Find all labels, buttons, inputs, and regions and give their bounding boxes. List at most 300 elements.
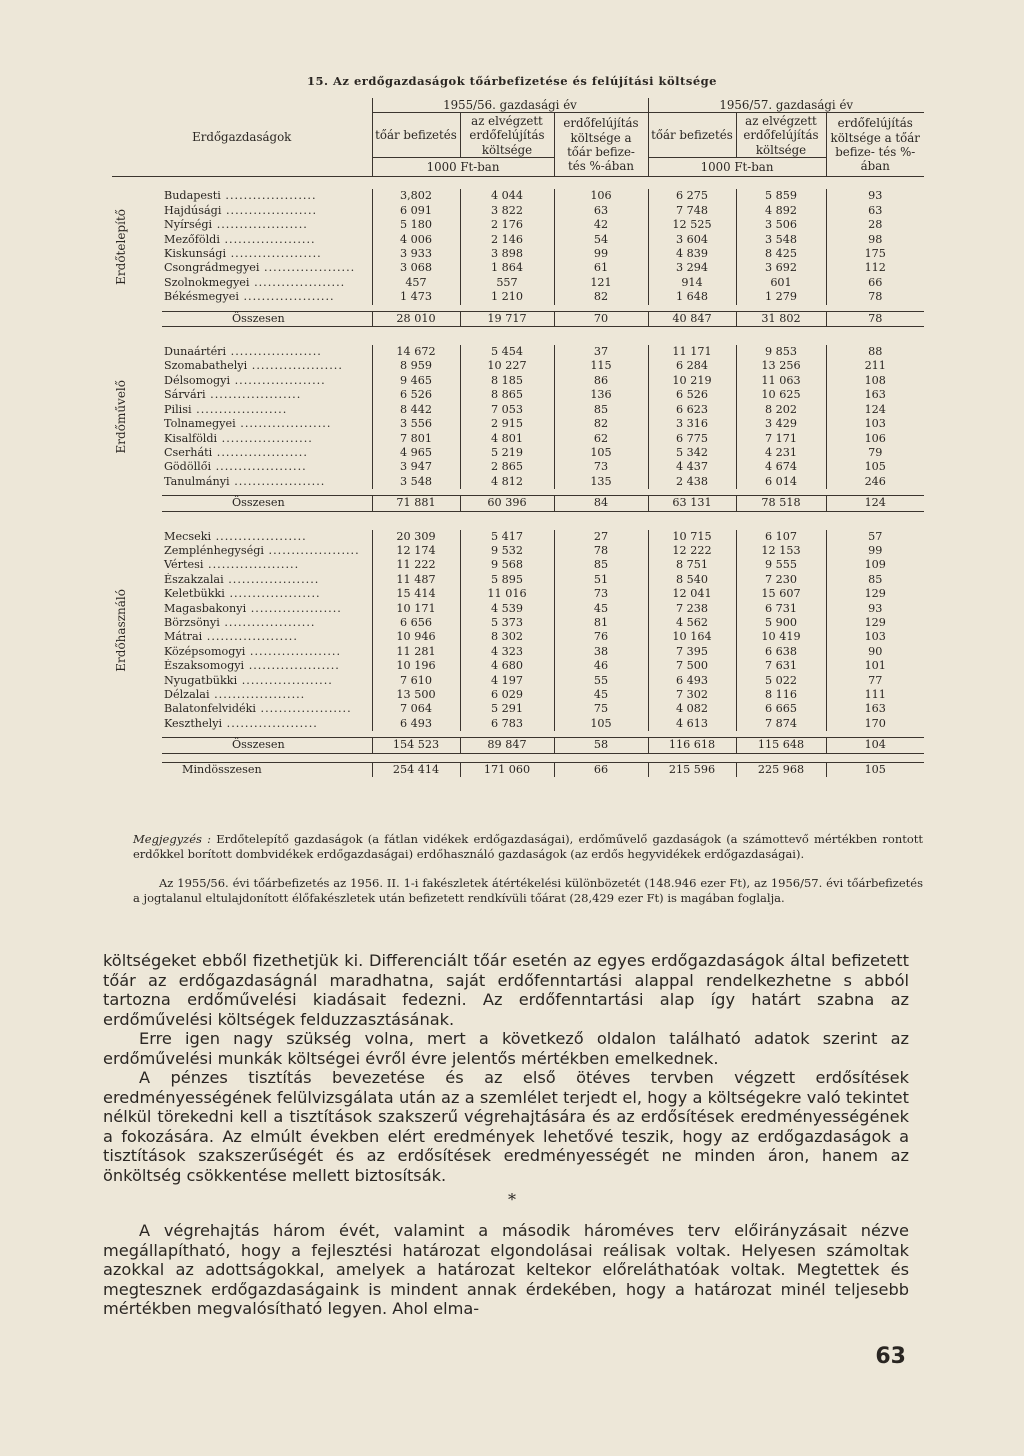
table-row bbox=[112, 616, 924, 630]
value-cell: 7 238 bbox=[648, 602, 736, 616]
value-cell: 45 bbox=[554, 602, 648, 616]
row-name bbox=[162, 616, 372, 630]
value-cell: 106 bbox=[826, 432, 924, 446]
group-label bbox=[112, 189, 162, 304]
value-cell: 557 bbox=[460, 276, 554, 290]
row-name-text: Magasbakonyi bbox=[164, 601, 247, 615]
leader-dots: .................... bbox=[212, 445, 308, 459]
section-separator: * bbox=[508, 1190, 516, 1209]
leader-dots: .................... bbox=[222, 716, 318, 730]
leader-dots: .................... bbox=[217, 431, 313, 445]
value-cell: 27 bbox=[554, 530, 648, 544]
col-toar-1: tőár befizetés bbox=[372, 113, 460, 158]
spacer bbox=[112, 511, 924, 530]
row-name-text: Keletbükki bbox=[164, 587, 225, 601]
value-cell: 4 562 bbox=[648, 616, 736, 630]
leader-dots: .................... bbox=[226, 247, 322, 261]
leader-dots: .................... bbox=[220, 189, 317, 203]
value-cell: 106 bbox=[554, 189, 648, 203]
unit-1: 1000 Ft-ban bbox=[372, 158, 554, 177]
table-row bbox=[112, 261, 924, 275]
value-cell: 111 bbox=[826, 688, 924, 702]
value-cell: 6 107 bbox=[736, 530, 826, 544]
value-cell: 82 bbox=[554, 290, 648, 304]
empty bbox=[112, 496, 162, 511]
value-cell: 14 672 bbox=[372, 345, 460, 359]
row-name-text: Kisalföldi bbox=[164, 431, 218, 445]
col-pct-1: erdőfelújítás költsége a tőár befize- tés %-ában bbox=[554, 113, 648, 177]
leader-dots: .................... bbox=[229, 474, 326, 488]
row-name-text: Hajdúsági bbox=[164, 203, 222, 217]
leader-dots: .................... bbox=[247, 359, 343, 373]
value-cell: 66 bbox=[826, 276, 924, 290]
value-cell: 19 717 bbox=[460, 311, 554, 326]
col-elvegzett-2: az elvégzett erdőfelújítás költsége bbox=[736, 113, 826, 158]
value-cell: 4 801 bbox=[460, 432, 554, 446]
value-cell: 7 610 bbox=[372, 674, 460, 688]
row-name bbox=[162, 645, 372, 659]
subtotal-label: Összesen bbox=[162, 738, 372, 753]
subtotal-label: Összesen bbox=[162, 311, 372, 326]
row-name bbox=[162, 674, 372, 688]
paragraph-4: A végrehajtás három évét, valamint a második hároméves terv előirányzásait nézve megállapítható, hogy a fejlesztési határozat elgondolásai reálisak voltak. Helyesen számoltak azokkal az adottságokkal, amelyek a határozat keltekor előreláthatóak voltak. Megtettek és megtesznek erdőgazdaságaink is mindent annak érdekében, hogy a határozat minél teljesebb mértékben megvalósítható legyen. Ahol elma- bbox=[103, 1221, 909, 1319]
value-cell: 46 bbox=[554, 659, 648, 673]
note-1 bbox=[133, 832, 923, 861]
row-name bbox=[162, 189, 372, 203]
row-name-text: Börzsönyi bbox=[164, 615, 220, 629]
row-name bbox=[162, 261, 372, 275]
value-cell: 6 665 bbox=[736, 702, 826, 716]
data-table bbox=[112, 98, 924, 777]
row-name-text: Mezőföldi bbox=[164, 232, 220, 246]
value-cell: 6 623 bbox=[648, 403, 736, 417]
leader-dots: .................... bbox=[205, 388, 302, 402]
value-cell: 37 bbox=[554, 345, 648, 359]
value-cell: 163 bbox=[826, 388, 924, 402]
value-cell: 78 bbox=[826, 311, 924, 326]
value-cell: 6 014 bbox=[736, 475, 826, 489]
value-cell: 10 715 bbox=[648, 530, 736, 544]
value-cell: 3 548 bbox=[372, 475, 460, 489]
value-cell: 3 556 bbox=[372, 417, 460, 431]
value-cell: 79 bbox=[826, 446, 924, 460]
paragraph-3: A pénzes tisztítás bevezetése és az első ötéves tervben végzett erdősítések eredményességének felülvizsgálata után az a szemlélet terjedt el, hogy a költségekre való tekintet nélkül törekedni kell a tisztítások szakszerű végrehajtására és az erdősítések eredményességének a fokozására. Az elmúlt években elért eredmények lehetővé teszik, hogy az erdőgazdaságok a tisztítások szakszerűségét és az erdősítések eredményességét ne minden áron, hanem az önköltség csökkentése mellett biztosítsák. bbox=[103, 1068, 909, 1185]
value-cell: 7 500 bbox=[648, 659, 736, 673]
table-row bbox=[112, 688, 924, 702]
value-cell: 78 518 bbox=[736, 496, 826, 511]
value-cell: 8 751 bbox=[648, 558, 736, 572]
row-name bbox=[162, 345, 372, 359]
spacer bbox=[112, 753, 924, 762]
empty bbox=[112, 311, 162, 326]
row-name-text: Szolnokmegyei bbox=[164, 275, 250, 289]
value-cell: 55 bbox=[554, 674, 648, 688]
value-cell: 88 bbox=[826, 345, 924, 359]
value-cell: 10 164 bbox=[648, 630, 736, 644]
value-cell: 8 425 bbox=[736, 247, 826, 261]
value-cell: 8 442 bbox=[372, 403, 460, 417]
table-row bbox=[112, 417, 924, 431]
value-cell: 6 493 bbox=[648, 674, 736, 688]
value-cell: 15 607 bbox=[736, 587, 826, 601]
value-cell: 9 465 bbox=[372, 374, 460, 388]
leader-dots: .................... bbox=[209, 688, 306, 701]
value-cell: 62 bbox=[554, 432, 648, 446]
value-cell: 10 946 bbox=[372, 630, 460, 644]
row-header: Erdőgazdaságok bbox=[112, 98, 372, 177]
value-cell: 11 171 bbox=[648, 345, 736, 359]
row-name bbox=[162, 659, 372, 673]
value-cell: 3 692 bbox=[736, 261, 826, 275]
group-label bbox=[112, 530, 162, 732]
value-cell: 78 bbox=[826, 290, 924, 304]
row-name bbox=[162, 544, 372, 558]
value-cell: 8 865 bbox=[460, 388, 554, 402]
year2-header: 1956/57. gazdasági év bbox=[648, 98, 924, 113]
row-name-text: Sárvári bbox=[164, 388, 206, 402]
note-1-text: Erdőtelepítő gazdaságok (a fátlan vidékek erdőgazdaságai), erdőművelő gazdaságok (a számottevő mértékben rontott erdőkkel borított dombvidékek erdőgazdaságai) erdőhasználó gazdaságok (az erdős hegyvidékek erdőgazdaságai). bbox=[133, 832, 924, 861]
value-cell: 7 874 bbox=[736, 717, 826, 731]
leader-dots: .................... bbox=[212, 218, 308, 232]
value-cell: 6 783 bbox=[460, 717, 554, 731]
value-cell: 84 bbox=[554, 496, 648, 511]
value-cell: 8 302 bbox=[460, 630, 554, 644]
value-cell: 63 bbox=[554, 204, 648, 218]
value-cell: 170 bbox=[826, 717, 924, 731]
table-row bbox=[112, 432, 924, 446]
leader-dots: .................... bbox=[221, 203, 318, 217]
value-cell: 108 bbox=[826, 374, 924, 388]
table-row bbox=[112, 460, 924, 474]
subtotal-label: Összesen bbox=[162, 496, 372, 511]
leader-dots: .................... bbox=[203, 558, 300, 572]
row-name-text: Nyírségi bbox=[164, 218, 213, 232]
table-row bbox=[112, 374, 924, 388]
row-name bbox=[162, 290, 372, 304]
row-name-text: Pilisi bbox=[164, 402, 192, 416]
col-toar-2: tőár befizetés bbox=[648, 113, 736, 158]
value-cell: 4 892 bbox=[736, 204, 826, 218]
value-cell: 81 bbox=[554, 616, 648, 630]
value-cell: 163 bbox=[826, 702, 924, 716]
value-cell: 8 959 bbox=[372, 359, 460, 373]
leader-dots: .................... bbox=[230, 373, 326, 387]
value-cell: 11 063 bbox=[736, 374, 826, 388]
leader-dots: .................... bbox=[244, 659, 340, 673]
value-cell: 63 131 bbox=[648, 496, 736, 511]
value-cell: 75 bbox=[554, 702, 648, 716]
row-name-text: Gödöllői bbox=[164, 460, 212, 474]
value-cell: 5 219 bbox=[460, 446, 554, 460]
value-cell: 1 210 bbox=[460, 290, 554, 304]
value-cell: 70 bbox=[554, 311, 648, 326]
value-cell: 601 bbox=[736, 276, 826, 290]
value-cell: 2 146 bbox=[460, 233, 554, 247]
row-name bbox=[162, 403, 372, 417]
row-name bbox=[162, 717, 372, 731]
leader-dots: .................... bbox=[219, 232, 316, 246]
row-name-text: Budapesti bbox=[164, 189, 221, 203]
table-row bbox=[112, 587, 924, 601]
value-cell: 45 bbox=[554, 688, 648, 702]
grand-total-label: Mindösszesen bbox=[162, 762, 372, 777]
value-cell: 66 bbox=[554, 762, 648, 777]
value-cell: 2 176 bbox=[460, 218, 554, 232]
value-cell: 3 506 bbox=[736, 218, 826, 232]
value-cell: 124 bbox=[826, 496, 924, 511]
value-cell: 6 526 bbox=[648, 388, 736, 402]
row-name-text: Zemplénhegységi bbox=[164, 543, 264, 557]
table-title: 15. Az erdőgazdaságok tőárbefizetése és felújítási költsége bbox=[306, 74, 717, 88]
value-cell: 20 309 bbox=[372, 530, 460, 544]
row-name-text: Északsomogyi bbox=[164, 659, 245, 673]
value-cell: 104 bbox=[826, 738, 924, 753]
table-row bbox=[112, 530, 924, 544]
value-cell: 51 bbox=[554, 573, 648, 587]
leader-dots: .................... bbox=[249, 275, 346, 289]
row-name-text: Mátrai bbox=[164, 630, 203, 644]
value-cell: 129 bbox=[826, 587, 924, 601]
value-cell: 1 864 bbox=[460, 261, 554, 275]
table-row bbox=[112, 359, 924, 373]
leader-dots: .................... bbox=[246, 601, 342, 615]
empty bbox=[112, 738, 162, 753]
value-cell: 1 279 bbox=[736, 290, 826, 304]
value-cell: 99 bbox=[826, 544, 924, 558]
value-cell: 457 bbox=[372, 276, 460, 290]
row-name bbox=[162, 218, 372, 232]
value-cell: 135 bbox=[554, 475, 648, 489]
value-cell: 12 041 bbox=[648, 587, 736, 601]
row-name-text: Szomabathelyi bbox=[164, 359, 248, 373]
value-cell: 9 853 bbox=[736, 345, 826, 359]
row-name-text: Délzalai bbox=[164, 688, 210, 701]
table-row bbox=[112, 276, 924, 290]
subtotal-row bbox=[112, 311, 924, 326]
table-row bbox=[112, 659, 924, 673]
value-cell: 13 500 bbox=[372, 688, 460, 702]
leader-dots: .................... bbox=[245, 644, 342, 658]
value-cell: 2 438 bbox=[648, 475, 736, 489]
table-row bbox=[112, 630, 924, 644]
value-cell: 101 bbox=[826, 659, 924, 673]
value-cell: 6 029 bbox=[460, 688, 554, 702]
value-cell: 98 bbox=[826, 233, 924, 247]
table-row bbox=[112, 189, 924, 203]
value-cell: 11 487 bbox=[372, 573, 460, 587]
value-cell: 6 284 bbox=[648, 359, 736, 373]
value-cell: 13 256 bbox=[736, 359, 826, 373]
value-cell: 115 648 bbox=[736, 738, 826, 753]
value-cell: 57 bbox=[826, 530, 924, 544]
value-cell: 28 bbox=[826, 218, 924, 232]
value-cell: 3 548 bbox=[736, 233, 826, 247]
value-cell: 254 414 bbox=[372, 762, 460, 777]
value-cell: 5 180 bbox=[372, 218, 460, 232]
group-label bbox=[112, 345, 162, 489]
col-pct-2: erdőfelújítás költsége a tőár befize- tés %-ában bbox=[826, 113, 924, 177]
value-cell: 7 395 bbox=[648, 645, 736, 659]
value-cell: 61 bbox=[554, 261, 648, 275]
value-cell: 12 525 bbox=[648, 218, 736, 232]
table-row bbox=[112, 475, 924, 489]
page-number: 63 bbox=[875, 1344, 906, 1369]
value-cell: 82 bbox=[554, 417, 648, 431]
table-row bbox=[112, 645, 924, 659]
value-cell: 6 526 bbox=[372, 388, 460, 402]
value-cell: 5 859 bbox=[736, 189, 826, 203]
value-cell: 121 bbox=[554, 276, 648, 290]
row-name-text: Cserháti bbox=[164, 445, 213, 459]
value-cell: 54 bbox=[554, 233, 648, 247]
group-label-text: Erdőhasználó bbox=[114, 589, 128, 672]
value-cell: 9 555 bbox=[736, 558, 826, 572]
value-cell: 8 202 bbox=[736, 403, 826, 417]
value-cell: 136 bbox=[554, 388, 648, 402]
value-cell: 7 064 bbox=[372, 702, 460, 716]
value-cell: 3 604 bbox=[648, 233, 736, 247]
table-row bbox=[112, 204, 924, 218]
value-cell: 3 947 bbox=[372, 460, 460, 474]
table-row bbox=[112, 290, 924, 304]
value-cell: 215 596 bbox=[648, 762, 736, 777]
table-row bbox=[112, 544, 924, 558]
value-cell: 11 281 bbox=[372, 645, 460, 659]
value-cell: 4 674 bbox=[736, 460, 826, 474]
row-name bbox=[162, 374, 372, 388]
value-cell: 129 bbox=[826, 616, 924, 630]
row-name-text: Nyugatbükki bbox=[164, 673, 238, 687]
row-name bbox=[162, 460, 372, 474]
value-cell: 225 968 bbox=[736, 762, 826, 777]
value-cell: 10 171 bbox=[372, 602, 460, 616]
value-cell: 6 493 bbox=[372, 717, 460, 731]
value-cell: 85 bbox=[826, 573, 924, 587]
row-name bbox=[162, 432, 372, 446]
table-row bbox=[112, 388, 924, 402]
row-name bbox=[162, 587, 372, 601]
value-cell: 4 680 bbox=[460, 659, 554, 673]
value-cell: 103 bbox=[826, 417, 924, 431]
row-name-text: Vértesi bbox=[164, 558, 204, 572]
value-cell: 15 414 bbox=[372, 587, 460, 601]
value-cell: 38 bbox=[554, 645, 648, 659]
value-cell: 8 185 bbox=[460, 374, 554, 388]
value-cell: 5 454 bbox=[460, 345, 554, 359]
value-cell: 4 812 bbox=[460, 475, 554, 489]
value-cell: 3 898 bbox=[460, 247, 554, 261]
leader-dots: .................... bbox=[224, 587, 321, 601]
value-cell: 105 bbox=[554, 446, 648, 460]
value-cell: 5 022 bbox=[736, 674, 826, 688]
spacer bbox=[112, 177, 924, 190]
table-row bbox=[112, 674, 924, 688]
value-cell: 78 bbox=[554, 544, 648, 558]
value-cell: 3 068 bbox=[372, 261, 460, 275]
value-cell: 7 230 bbox=[736, 573, 826, 587]
value-cell: 90 bbox=[826, 645, 924, 659]
value-cell: 1 648 bbox=[648, 290, 736, 304]
value-cell: 58 bbox=[554, 738, 648, 753]
subtotal-row bbox=[112, 496, 924, 511]
row-name bbox=[162, 247, 372, 261]
leader-dots: .................... bbox=[235, 417, 332, 431]
value-cell: 7 631 bbox=[736, 659, 826, 673]
value-cell: 6 731 bbox=[736, 602, 826, 616]
value-cell: 4 613 bbox=[648, 717, 736, 731]
row-name-text: Dunaártéri bbox=[164, 345, 227, 359]
value-cell: 5 342 bbox=[648, 446, 736, 460]
leader-dots: .................... bbox=[263, 543, 360, 557]
value-cell: 5 900 bbox=[736, 616, 826, 630]
value-cell: 4 539 bbox=[460, 602, 554, 616]
value-cell: 105 bbox=[826, 762, 924, 777]
value-cell: 93 bbox=[826, 602, 924, 616]
row-name bbox=[162, 417, 372, 431]
row-name bbox=[162, 602, 372, 616]
row-name bbox=[162, 388, 372, 402]
value-cell: 93 bbox=[826, 189, 924, 203]
group-label-text: Erdőtelepítő bbox=[114, 209, 128, 285]
value-cell: 9 568 bbox=[460, 558, 554, 572]
row-name-text: Kiskunsági bbox=[164, 247, 227, 261]
leader-dots: .................... bbox=[237, 673, 333, 687]
value-cell: 11 222 bbox=[372, 558, 460, 572]
value-cell: 2 865 bbox=[460, 460, 554, 474]
value-cell: 10 419 bbox=[736, 630, 826, 644]
value-cell: 6 775 bbox=[648, 432, 736, 446]
value-cell: 3 933 bbox=[372, 247, 460, 261]
note-2: Az 1955/56. évi tőárbefizetés az 1956. II. 1-i fakészletek átértékelési különbözetét (148.946 ezer Ft), az 1956/57. évi tőárbefizetés a jogtalanul eltulajdonított élőfakészletek után befizetett rendkívüli tőárat (28,429 ezer Ft) is magában foglalja. bbox=[133, 876, 923, 905]
row-name bbox=[162, 702, 372, 716]
value-cell: 76 bbox=[554, 630, 648, 644]
grand-total-row bbox=[112, 762, 924, 777]
row-name bbox=[162, 530, 372, 544]
value-cell: 4 006 bbox=[372, 233, 460, 247]
col-elvegzett-1: az elvégzett erdőfelújítás költsége bbox=[460, 113, 554, 158]
row-name-text: Keszthelyi bbox=[164, 716, 223, 730]
spacer bbox=[112, 327, 924, 346]
table-row bbox=[112, 345, 924, 359]
row-name bbox=[162, 276, 372, 290]
value-cell: 73 bbox=[554, 460, 648, 474]
value-cell: 3 822 bbox=[460, 204, 554, 218]
row-name bbox=[162, 359, 372, 373]
value-cell: 112 bbox=[826, 261, 924, 275]
value-cell: 7 801 bbox=[372, 432, 460, 446]
table-row bbox=[112, 233, 924, 247]
value-cell: 914 bbox=[648, 276, 736, 290]
value-cell: 11 016 bbox=[460, 587, 554, 601]
value-cell: 85 bbox=[554, 403, 648, 417]
table-row bbox=[112, 558, 924, 572]
leader-dots: .................... bbox=[259, 261, 356, 275]
value-cell: 4 839 bbox=[648, 247, 736, 261]
value-cell: 7 748 bbox=[648, 204, 736, 218]
value-cell: 6 638 bbox=[736, 645, 826, 659]
group-label-text: Erdőművelő bbox=[114, 380, 128, 454]
paragraph-2: Erre igen nagy szükség volna, mert a következő oldalon található adatok szerint az erdőművelési munkák költségei évről évre jelentős mértékben emelkednek. bbox=[103, 1029, 909, 1068]
row-name bbox=[162, 688, 372, 702]
value-cell: 77 bbox=[826, 674, 924, 688]
row-name-text: Csongrádmegyei bbox=[164, 261, 260, 275]
value-cell: 4 437 bbox=[648, 460, 736, 474]
row-name bbox=[162, 475, 372, 489]
value-cell: 3 429 bbox=[736, 417, 826, 431]
value-cell: 4 082 bbox=[648, 702, 736, 716]
table-row bbox=[112, 702, 924, 716]
value-cell: 3 294 bbox=[648, 261, 736, 275]
